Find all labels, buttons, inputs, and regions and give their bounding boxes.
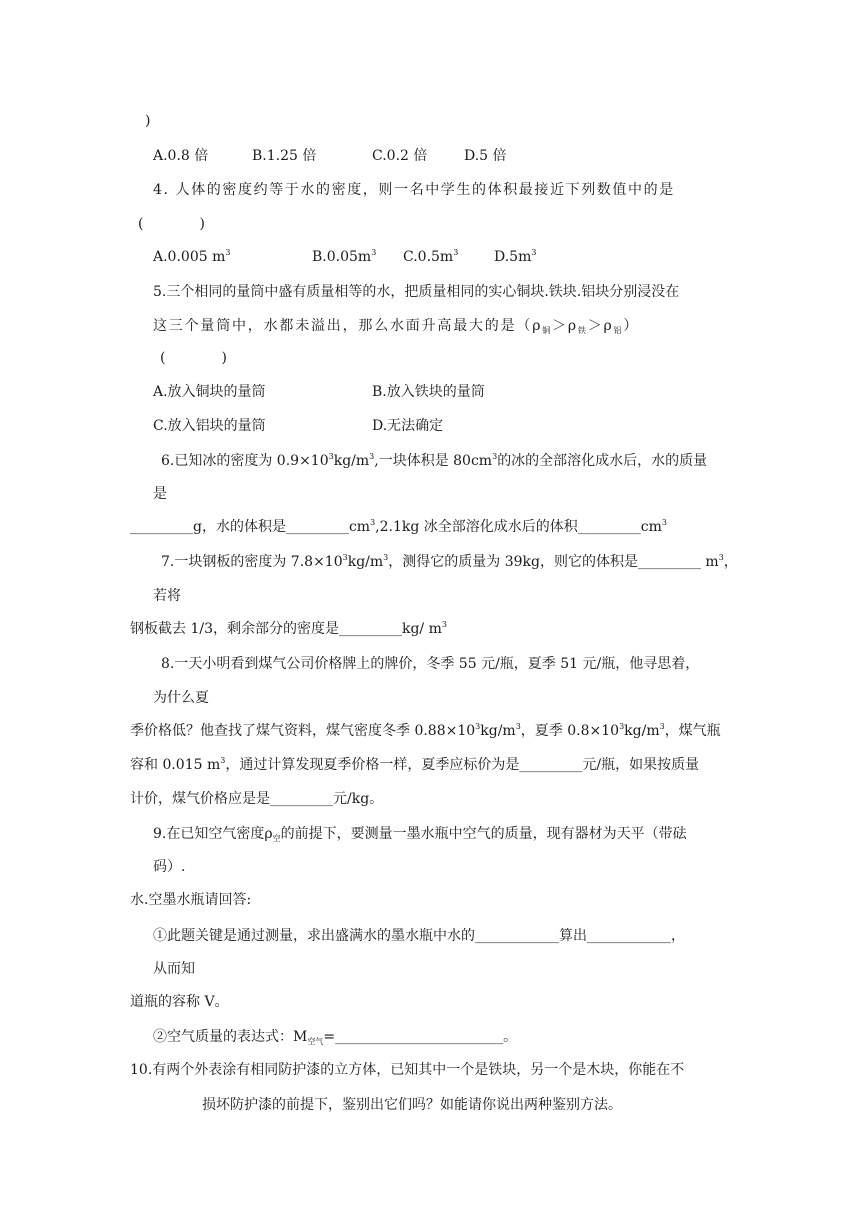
- q3-paren-close: ): [145, 113, 151, 129]
- q8-stem-line5: 计价，煤气价格应是是_________元/kg。: [130, 791, 384, 807]
- q3-option-b: B.1.25 倍: [252, 148, 317, 164]
- q10-stem-line2: 损坏防护漆的前提下，鉴别出它们吗？如能请你说出两种鉴别方法。: [202, 1097, 622, 1113]
- q5-option-d: D.无法确定: [372, 418, 444, 434]
- q8-stem-line4: 容和 0.015 $m^3$，通过计算发现夏季价格一样，夏季应标价为是_________元/瓶，如果按质量: [130, 756, 700, 773]
- q4-option-b: $B.0.05m^3$: [312, 248, 377, 265]
- q5-stem-line1: 5.三个相同的量筒中盛有质量相等的水，把质量相同的实心铜块.铁块.铝块分别浸没在: [153, 284, 680, 300]
- q3-option-d: D.5 倍: [464, 148, 507, 164]
- q5-option-a: A.放入铜块的量筒: [153, 384, 266, 400]
- q9-stem-line2: 码）.: [153, 859, 186, 875]
- q4-option-d: $D.5m^3$: [494, 248, 537, 265]
- q7-stem-line1: 7.一块钢板的密度为 $7.8\times 10^3kg/m^3$，测得它的质量为 39kg，则它的体积是_________ $m^3$，: [161, 553, 738, 570]
- q6-stem-line1: 6.已知冰的密度为 $0.9\times 10^3kg/m^3$,一块体积是 $80cm^3$的冰的全部溶化成水后，水的质量: [161, 452, 708, 469]
- q4-option-a: A.0.005 $m^3$: [153, 248, 231, 265]
- q5-option-c: C.放入铝块的量筒: [153, 418, 266, 434]
- q9-stem-line1: 9.在已知空气密度$\rho_空$的前提下，要测量一墨水瓶中空气的质量，现有器材为天平（带砝: [153, 826, 687, 843]
- q8-stem-line3: 季价格低？他查找了煤气资料，煤气密度冬季 $0.88\times 10^3kg/m^3$，夏季 $0.8\times 10^3kg/m^3$，煤气瓶: [130, 722, 721, 739]
- q5-answer-paren: ( ): [160, 350, 227, 366]
- q3-option-c: C.0.2 倍: [372, 148, 428, 164]
- q4-option-c: $C.0.5m^3$: [403, 248, 459, 265]
- q5-option-b: B.放入铁块的量筒: [372, 384, 485, 400]
- q7-stem-line2: 若将: [153, 588, 181, 604]
- q9-stem-line3: 水.空墨水瓶请回答:: [130, 892, 252, 908]
- q9-part1-line2: 从而知: [153, 961, 195, 977]
- q8-stem-line2: 为什么夏: [153, 690, 209, 706]
- q8-stem-line1: 8.一天小明看到煤气公司价格牌上的牌价，冬季 55 元/瓶，夏季 51 元/瓶，他寻思着，: [161, 656, 700, 672]
- q9-part1-line3: 道瓶的容称 V。: [130, 994, 229, 1010]
- q6-stem-line2: 是: [153, 486, 167, 502]
- q7-stem-line3: 钢板截去 1/3，剩余部分的密度是_________kg/ $m^3$: [130, 620, 447, 637]
- q4-stem: 4. 人体的密度约等于水的密度，则一名中学生的体积最接近下列数值中的是: [153, 182, 675, 198]
- q9-part1-line1: ①此题关键是通过测量，求出盛满水的墨水瓶中水的____________算出____________，: [153, 928, 685, 944]
- q4-answer-paren: ( ): [138, 216, 205, 232]
- q3-option-a: A.0.8 倍: [153, 148, 209, 164]
- q6-stem-line3: _________g，水的体积是$\_\_\_\_\_\_\_\_\_cm^3,2.1kg$ 冰全部溶化成水后的体积$\_\_\_\_\_\_\_\_\_cm^3$: [130, 518, 667, 535]
- q5-stem-line2: 这三个量筒中，水都未溢出，那么水面升高最大的是$(\rho_铜>\rho_铁>\rho_铝)$: [153, 318, 640, 335]
- q9-part2: ②空气质量的表达式：$M_{空气}=\_\_\_\_\_\_\_\_\_\_\_\_\_\_\_\_\_\_\_\_\_\_\_\_$。: [153, 1029, 518, 1046]
- q10-stem-line1: 10.有两个外表涂有相同防护漆的立方体，已知其中一个是铁块，另一个是木块，你能在不: [130, 1062, 685, 1078]
